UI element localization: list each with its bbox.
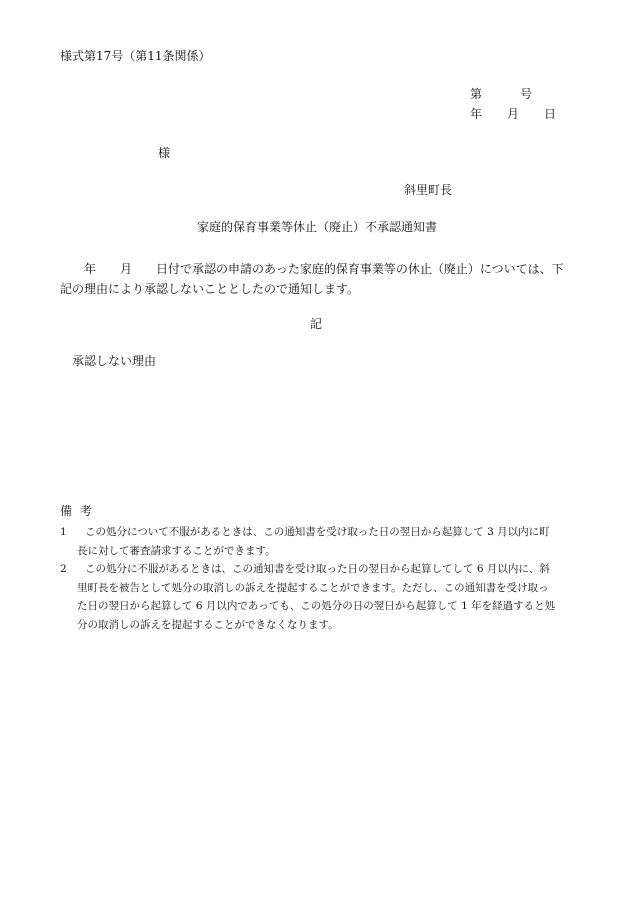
body-line-1 bbox=[60, 259, 572, 279]
note-item bbox=[60, 560, 575, 634]
document-number-dai: 第 bbox=[470, 87, 483, 101]
issue-date-day: 日 bbox=[544, 107, 557, 121]
body-line-1-rest: 日付で承認の申請のあった家庭的保育事業等の休止（廃止）については、下 bbox=[156, 262, 564, 276]
issue-date-year: 年 bbox=[470, 107, 483, 121]
note-line: この処分について不服があるときは、この通知書を受け取った日の翌日から起算して 3 月以内に町 bbox=[85, 526, 550, 538]
form-number: 様式第17号（第11条関係） bbox=[60, 49, 211, 63]
note-item bbox=[60, 523, 575, 560]
body-line-2: 記の理由により承認しないこととしたので通知します。 bbox=[60, 282, 360, 296]
document-title bbox=[0, 221, 630, 233]
notes-list bbox=[60, 523, 575, 634]
body-year: 年 bbox=[84, 262, 97, 276]
notes-heading: 備考 bbox=[60, 504, 101, 518]
note-line: 長に対して審査請求することができます。 bbox=[77, 544, 276, 557]
note-line: 分の取消しの訴えを提起することができなくなります。 bbox=[77, 618, 339, 631]
body-text bbox=[60, 259, 572, 299]
note-number: 1 bbox=[60, 526, 67, 538]
document-title-text: 家庭的保育事業等休止（廃止）不承認通知書 bbox=[196, 220, 437, 234]
note-line: た日の翌日から起算して 6 月以内であっても、この処分の日の翌日から起算して 1 年を経過すると処 bbox=[77, 600, 556, 612]
sender: 斜里町長 bbox=[404, 183, 453, 197]
addressee: 様 bbox=[158, 146, 171, 160]
document-number-go: 号 bbox=[520, 87, 533, 101]
issue-date-month: 月 bbox=[507, 107, 520, 121]
note-line: この処分に不服があるときは、この通知書を受け取った日の翌日から起算してして 6 月以内に、斜 bbox=[85, 563, 550, 575]
body-month: 月 bbox=[120, 262, 133, 276]
note-number: 2 bbox=[60, 563, 67, 575]
ki-heading: 記 bbox=[310, 317, 323, 331]
note-line: 里町長を被告として処分の取消しの訴えを提起することができます。ただし、この通知書を受け取っ bbox=[77, 581, 549, 594]
reason-label: 承認しない理由 bbox=[72, 354, 157, 368]
